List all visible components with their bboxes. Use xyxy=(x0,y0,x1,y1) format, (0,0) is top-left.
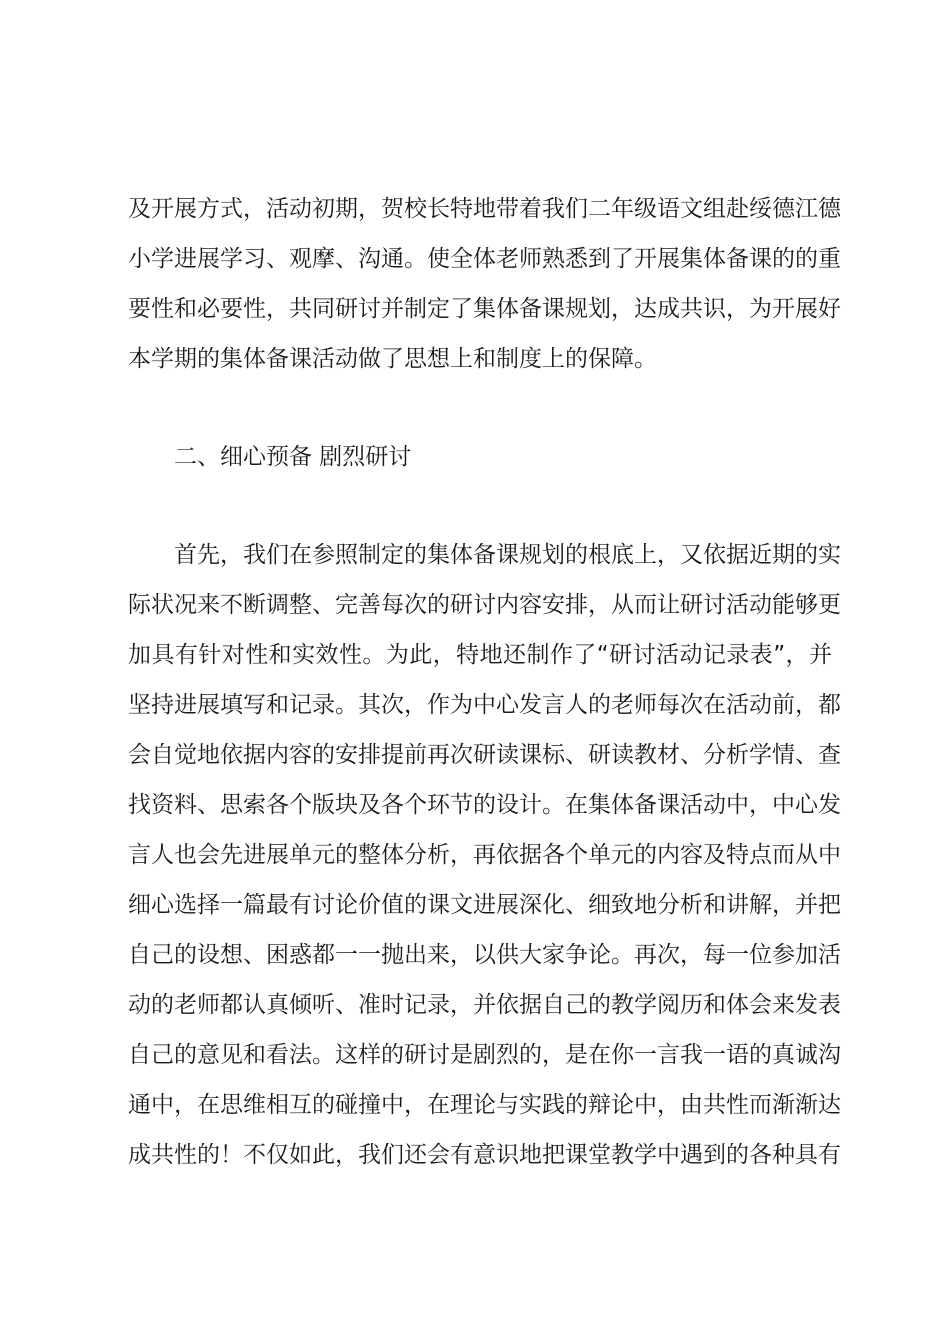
paragraph-line: 成共性的！不仅如此，我们还会有意识地把课堂教学中遇到的各种具有 xyxy=(128,1142,841,1168)
paragraph-line: 际状况来不断调整、完善每次的研讨内容安排，从而让研讨活动能够更 xyxy=(128,592,841,618)
paragraph-line: 自己的意见和看法。这样的研讨是剧烈的，是在你一言我一语的真诚沟 xyxy=(128,1042,841,1068)
section-heading: 二、细心预备 剧烈研讨 xyxy=(174,444,412,470)
paragraph-line: 要性和必要性，共同研讨并制定了集体备课规划，达成共识，为开展好 xyxy=(128,296,841,322)
paragraph-line: 加具有针对性和实效性。为此，特地还制作了“研讨活动记录表”，并 xyxy=(128,642,832,668)
paragraph-line: 及开展方式，活动初期，贺校长特地带着我们二年级语文组赴绥德江德 xyxy=(128,196,841,222)
paragraph-line: 本学期的集体备课活动做了思想上和制度上的保障。 xyxy=(128,346,657,372)
paragraph-line: 动的老师都认真倾听、准时记录，并依据自己的教学阅历和体会来发表 xyxy=(128,992,841,1018)
paragraph-line: 小学进展学习、观摩、沟通。使全体老师熟悉到了开展集体备课的的重 xyxy=(128,246,841,272)
paragraph-line: 细心选择一篇最有讨论价值的课文进展深化、细致地分析和讲解，并把 xyxy=(128,892,841,918)
paragraph-line: 首先，我们在参照制定的集体备课规划的根底上，又依据近期的实 xyxy=(174,542,841,568)
paragraph-line: 坚持进展填写和记录。其次，作为中心发言人的老师每次在活动前，都 xyxy=(128,692,841,718)
paragraph-line: 会自觉地依据内容的安排提前再次研读课标、研读教材、分析学情、查 xyxy=(128,742,841,768)
paragraph-line: 找资料、思索各个版块及各个环节的设计。在集体备课活动中，中心发 xyxy=(128,792,841,818)
paragraph-line: 言人也会先进展单元的整体分析，再依据各个单元的内容及特点而从中 xyxy=(128,842,841,868)
paragraph-line: 通中，在思维相互的碰撞中，在理论与实践的辩论中，由共性而渐渐达 xyxy=(128,1092,841,1118)
paragraph-line: 自己的设想、困惑都一一抛出来，以供大家争论。再次，每一位参加活 xyxy=(128,942,841,968)
